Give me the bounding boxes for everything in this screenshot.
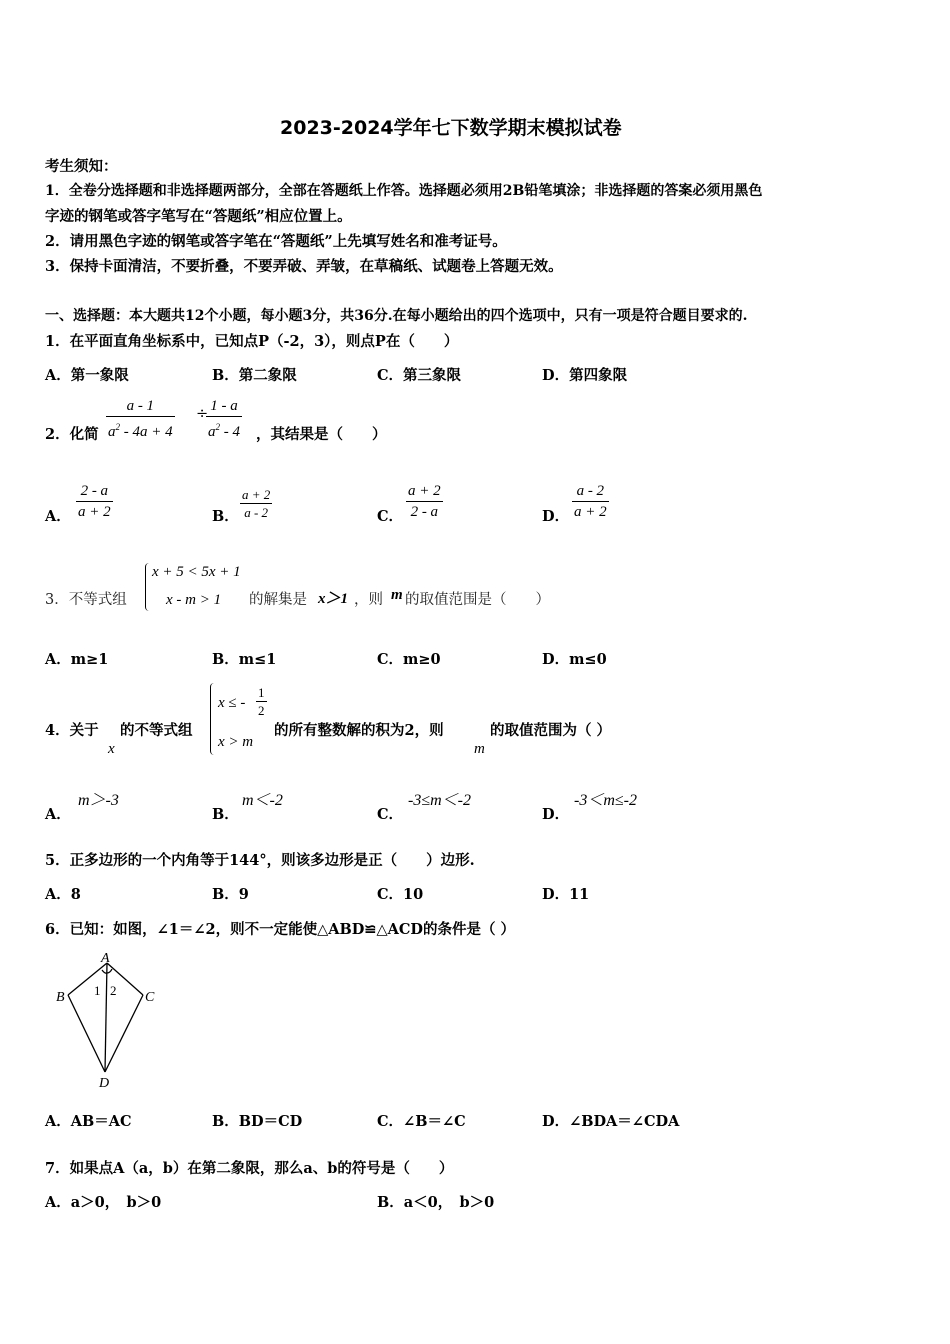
q4-option-b: m＜-2: [242, 792, 283, 809]
q2-fraction-2: [206, 396, 242, 442]
question-1-stem: 1．在平面直角坐标系中，已知点P（-2，3），则点P在（ ）: [45, 333, 459, 350]
question-6-stem: 6．已知：如图，∠1＝∠2，则不一定能使△ABD≌△ACD的条件是（ ）: [45, 921, 516, 938]
notice-heading: 考生须知：: [45, 158, 118, 175]
q2-option-b: $\frac{a + 2}{a - 2}$: [242, 487, 271, 520]
q6-kite-figure: [50, 950, 170, 1092]
question-7-stem: 7．如果点A（a，b）在第二象限，那么a、b的符号是（ ）: [45, 1160, 454, 1177]
segment-bd: [68, 995, 105, 1072]
q6-option-d: D．∠BDA＝∠CDA: [542, 1113, 680, 1130]
q4-inequality-2: x > m: [218, 734, 254, 750]
label-angle-2: 2: [110, 983, 117, 998]
q6-option-b: B．BD＝CD: [212, 1113, 303, 1130]
q3-system-brace: [145, 563, 151, 611]
q1-option-a: A．第一象限: [45, 367, 129, 384]
q2-frac2-den: $a^2 - 4$: [208, 422, 240, 440]
label-c: C: [145, 990, 155, 1005]
q2-option-b-label: B．: [212, 508, 239, 525]
q1-option-c: C．第三象限: [377, 367, 462, 384]
q4-option-d: -3＜m≤-2: [574, 792, 637, 809]
q2-option-d: $\frac{a - 2}{a + 2}$: [574, 483, 607, 520]
q3-mid-text: 的解集是: [249, 592, 307, 608]
q3-condition: x＞1: [318, 591, 349, 607]
question-4-prefix: 4．关于: [45, 722, 99, 739]
q1-option-d: D．第四象限: [542, 367, 628, 384]
q4-half-fraction: $\frac{1}{2}$: [258, 685, 265, 718]
q2-option-a-label: A．: [45, 508, 71, 525]
q3-inequality-2: x - m > 1: [166, 592, 222, 608]
q7-option-a: A．a＞0， b＞0: [45, 1194, 162, 1211]
q2-option-d-label: D．: [542, 508, 570, 525]
q5-option-c: C．10: [377, 886, 424, 903]
q5-option-d: D．11: [542, 886, 590, 903]
notice-item: 1．全卷分选择题和非选择题两部分，全部在答题纸上作答。选择题必须用2B铅笔填涂；非选择题的答案必须用黑色: [45, 183, 763, 199]
q3-option-d: D．m≤0: [542, 651, 607, 668]
q3-var-m: m: [391, 587, 403, 603]
angle-2-arc: [107, 969, 112, 973]
notice-item: 3．保持卡面清洁，不要折叠，不要弄破、弄皱，在草稿纸、试题卷上答题无效。: [45, 258, 563, 275]
segment-ab: [68, 963, 107, 995]
q2-option-c-label: C．: [377, 508, 404, 525]
question-4-suffix: 的取值范围为（ ）: [490, 722, 612, 739]
question-3-suffix: 的取值范围是（ ）: [405, 592, 550, 608]
q3-inequality-1: x + 5 < 5x + 1: [152, 564, 241, 580]
q3-option-a: A．m≥1: [45, 651, 109, 668]
q2-option-a: $\frac{2 - a}{a + 2}$: [78, 483, 111, 520]
label-a: A: [101, 951, 110, 966]
q4-mid-text-2: 的所有整数解的积为2，则: [274, 722, 444, 739]
q4-inequality-1: x ≤ -: [218, 695, 246, 711]
q4-option-c: -3≤m＜-2: [408, 792, 471, 809]
q2-fraction-1: [106, 396, 175, 442]
q4-option-a-label: A．: [45, 806, 71, 823]
segment-ad: [105, 963, 107, 1072]
q4-var-m: m: [474, 741, 485, 757]
q4-var-x: x: [108, 741, 115, 757]
q5-option-b: B．9: [212, 886, 249, 903]
q1-option-b: B．第二象限: [212, 367, 297, 384]
question-2-prefix: 2．化简: [45, 426, 99, 443]
q4-option-a: m＞-3: [78, 792, 119, 809]
section-heading: 一、选择题：本大题共12个小题，每小题3分，共36分.在每小题给出的四个选项中，只有一项是符合题目要求的.: [45, 308, 748, 324]
q6-option-a: A．AB＝AC: [45, 1113, 132, 1130]
q6-option-c: C．∠B＝∠C: [377, 1113, 466, 1130]
question-3-prefix: 3．不等式组: [45, 592, 127, 608]
q4-option-c-label: C．: [377, 806, 404, 823]
q2-frac2-num: 1 - a: [206, 396, 242, 417]
question-2-suffix: ，其结果是（ ）: [256, 426, 387, 443]
q5-option-a: A．8: [45, 886, 81, 903]
notice-item: 2．请用黑色字迹的钢笔或答字笔在“答题纸”上先填写姓名和准考证号。: [45, 233, 507, 250]
q3-option-b: B．m≤1: [212, 651, 277, 668]
q4-option-d-label: D．: [542, 806, 570, 823]
q2-option-c: $\frac{a + 2}{2 - a}$: [408, 483, 441, 520]
q4-mid-text: 的不等式组: [120, 722, 193, 739]
q3-option-c: C．m≥0: [377, 651, 441, 668]
label-angle-1: 1: [94, 983, 101, 998]
page-title: 2023-2024学年七下数学期末模拟试卷: [280, 117, 622, 139]
q4-system-brace: [210, 683, 216, 755]
notice-item: 字迹的钢笔或答字笔写在“答题纸”相应位置上。: [45, 208, 352, 225]
q7-option-b: B．a＜0， b＞0: [377, 1194, 495, 1211]
q2-frac1-num: a - 1: [106, 396, 175, 417]
segment-cd: [105, 995, 143, 1072]
q2-frac1-den: $a^2 - 4a + 4$: [108, 422, 173, 440]
label-d: D: [99, 1076, 110, 1091]
q3-mid-text-2: ，则: [354, 592, 383, 608]
q2-divide-sign: ÷: [196, 406, 209, 422]
q4-option-b-label: B．: [212, 806, 239, 823]
label-b: B: [56, 990, 65, 1005]
question-5-stem: 5．正多边形的一个内角等于144°，则该多边形是正（ ）边形.: [45, 852, 475, 869]
